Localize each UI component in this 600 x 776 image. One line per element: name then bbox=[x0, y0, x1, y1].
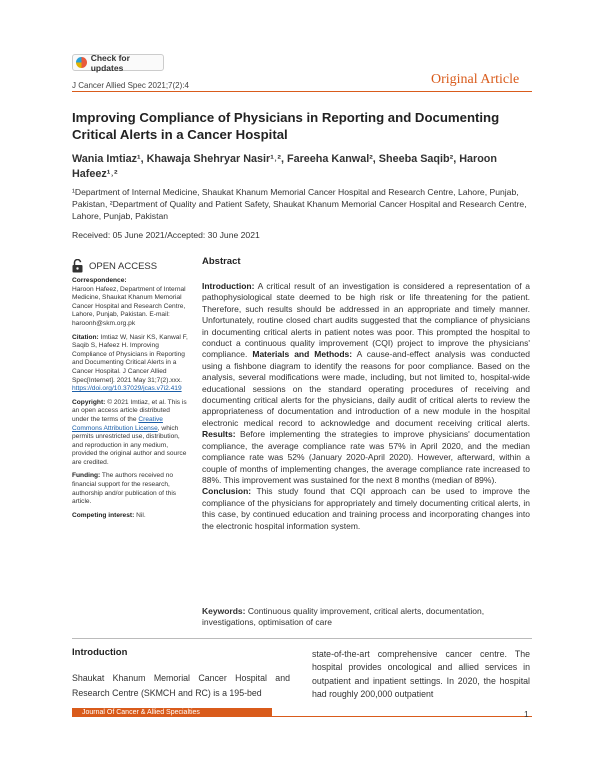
introduction-heading: Introduction bbox=[72, 647, 128, 658]
keywords-text: Continuous quality improvement, critical alerts, documentation, investigations, optimisation of care bbox=[202, 606, 485, 628]
copyright-text-end: , which permits unrestricted use, distribution, and reproduction in any medium, provided the original author and source are credited. bbox=[72, 424, 187, 466]
doi-link[interactable]: https://doi.org/10.37029/jcas.v7i2.419 bbox=[72, 385, 182, 393]
open-access-label bbox=[72, 259, 157, 273]
competing-text: Nil. bbox=[136, 511, 146, 519]
funding-text: The authors received no financial support for the research, authorship and/or publication of this article. bbox=[72, 472, 177, 506]
abstract-body bbox=[202, 281, 530, 532]
copyright-text: © 2021 Imtiaz, et al. This is an open access article distributed under the terms of the bbox=[72, 398, 187, 423]
conclusion-label: Conclusion: bbox=[202, 486, 252, 497]
header-divider bbox=[72, 91, 532, 92]
funding-label: Funding: bbox=[72, 472, 101, 480]
competing-label: Competing interest: bbox=[72, 511, 135, 519]
footer-journal-name: Journal Of Cancer & Allied Specialties bbox=[82, 709, 200, 716]
badge-label: Check for updates bbox=[90, 52, 130, 73]
crossmark-icon bbox=[76, 57, 87, 68]
footer-bar-line bbox=[272, 716, 532, 717]
section-divider bbox=[72, 638, 532, 639]
keywords-label: Keywords: bbox=[202, 606, 246, 616]
introduction-text: A critical result of an investigation is considered a representation of a pathophysiological state deemed to be high risk or life threatening for the patient. Therefore, such results should be addressed in an appropriate and timely manner. Unfortunately, routine closed chart audits suggested that the compliance of physicians in documenting critical alerts in patient notes was poor. This prompted the hospital to conduct a continuous quality improvement (CQI) project to improve the physicians' compliance. bbox=[202, 281, 530, 360]
open-access-text: OPEN ACCESS bbox=[89, 260, 158, 272]
article-type: Original Article bbox=[431, 72, 520, 87]
methods-text: A cause-and-effect analysis was conducted using a fishbone diagram to identify the reasons for poor compliance. Based on the analysis, several modifications were made, including, but not limited to, hospital-wide educational sessions on the standard operating procedures of receiving and documenting critical alerts for the physicians, daily audit of critical alerts to review the appropriateness of documentation and introduction of a new module in the hospital electronic medical record to acknowledge and document receiving critical alerts. bbox=[202, 349, 530, 428]
footer-bar bbox=[72, 708, 532, 717]
keywords bbox=[202, 606, 530, 629]
results-text: Before implementing the strategies to improve physicians' documentation compliance, the average compliance rate was 57% in April 2020, and the median compliance rate was 52% (January 2020-April 2020). However, afterward, within a couple of months of implementing changes, the average compliance rate increased to 88%. This improvement was sustained for the next 8 months (median of 89%). bbox=[202, 429, 530, 485]
correspondence bbox=[72, 277, 188, 329]
conclusion-text: This study found that CQI approach can be used to improve the compliance of the physicians for appropriately and timely documenting critical alerts, in this case, by continued education and training process and incorporating changes into the electronic hospital information system. bbox=[202, 486, 530, 531]
correspondence-label: Correspondence: bbox=[72, 277, 127, 284]
body-column-left: Shaukat Khanum Memorial Cancer Hospital and Research Centre (SKMCH and RC) is a 195-bed bbox=[72, 673, 290, 698]
check-for-updates-badge[interactable] bbox=[72, 54, 164, 71]
abstract-heading: Abstract bbox=[202, 256, 241, 267]
copyright-label: Copyright: bbox=[72, 398, 106, 406]
journal-reference: J Cancer Allied Spec 2021;7(2):4 bbox=[72, 81, 189, 90]
copyright bbox=[72, 399, 188, 468]
citation-text: Imtiaz W, Nasir KS, Kanwal F, Saqib S, Hafeez H. Improving Compliance of Physicians in Reporting and Documenting Critical Alerts in a Cancer Hospital. J Cancer Allied Spec[Internet]. 2021 May 31;7(2).xxx. bbox=[72, 333, 188, 384]
article-title: Improving Compliance of Physicians in Reporting and Documenting Critical Alerts in a Cancer Hospital bbox=[72, 110, 500, 142]
citation-label: Citation: bbox=[72, 333, 99, 341]
results-label: Results: bbox=[202, 429, 236, 440]
funding bbox=[72, 472, 188, 506]
article-info-sidebar bbox=[72, 277, 188, 525]
citation bbox=[72, 334, 188, 394]
page-number: 1 bbox=[524, 709, 529, 719]
introduction-label: Introduction: bbox=[202, 281, 255, 291]
methods-label: Materials and Methods: bbox=[252, 349, 353, 360]
affiliations: ¹Department of Internal Medicine, Shaukat Khanum Memorial Cancer Hospital and Research Centre, Lahore, Punjab, Pakistan, ²Department of Quality and Patient Safety, Shaukat Khanum Memorial Cancer Hospital and Research Centre, Lahore, Punjab, Pakistan bbox=[72, 187, 527, 221]
author-list: Wania Imtiaz¹, Khawaja Shehryar Nasir¹˒², Fareeha Kanwal², Sheeba Saqib², Haroon Hafeez¹˒² bbox=[72, 153, 497, 180]
received-dates: Received: 05 June 2021/Accepted: 30 June 2021 bbox=[72, 230, 260, 240]
competing-interest bbox=[72, 512, 188, 521]
correspondence-text: Haroon Hafeez, Department of Internal Medicine, Shaukat Khanum Memorial Cancer Hospital and Research Centre, Lahore, Punjab, Pakistan. E-mail: haroonh@skm.org.pk bbox=[72, 285, 186, 327]
body-column-right: state-of-the-art comprehensive cancer centre. The hospital provides oncological and allied services in outpatient and inpatient settings. In 2020, the hospital had roughly 200,000 outpatient bbox=[312, 649, 530, 700]
open-lock-icon bbox=[72, 259, 83, 273]
license-link[interactable]: Creative Commons Attribution License bbox=[72, 415, 163, 432]
